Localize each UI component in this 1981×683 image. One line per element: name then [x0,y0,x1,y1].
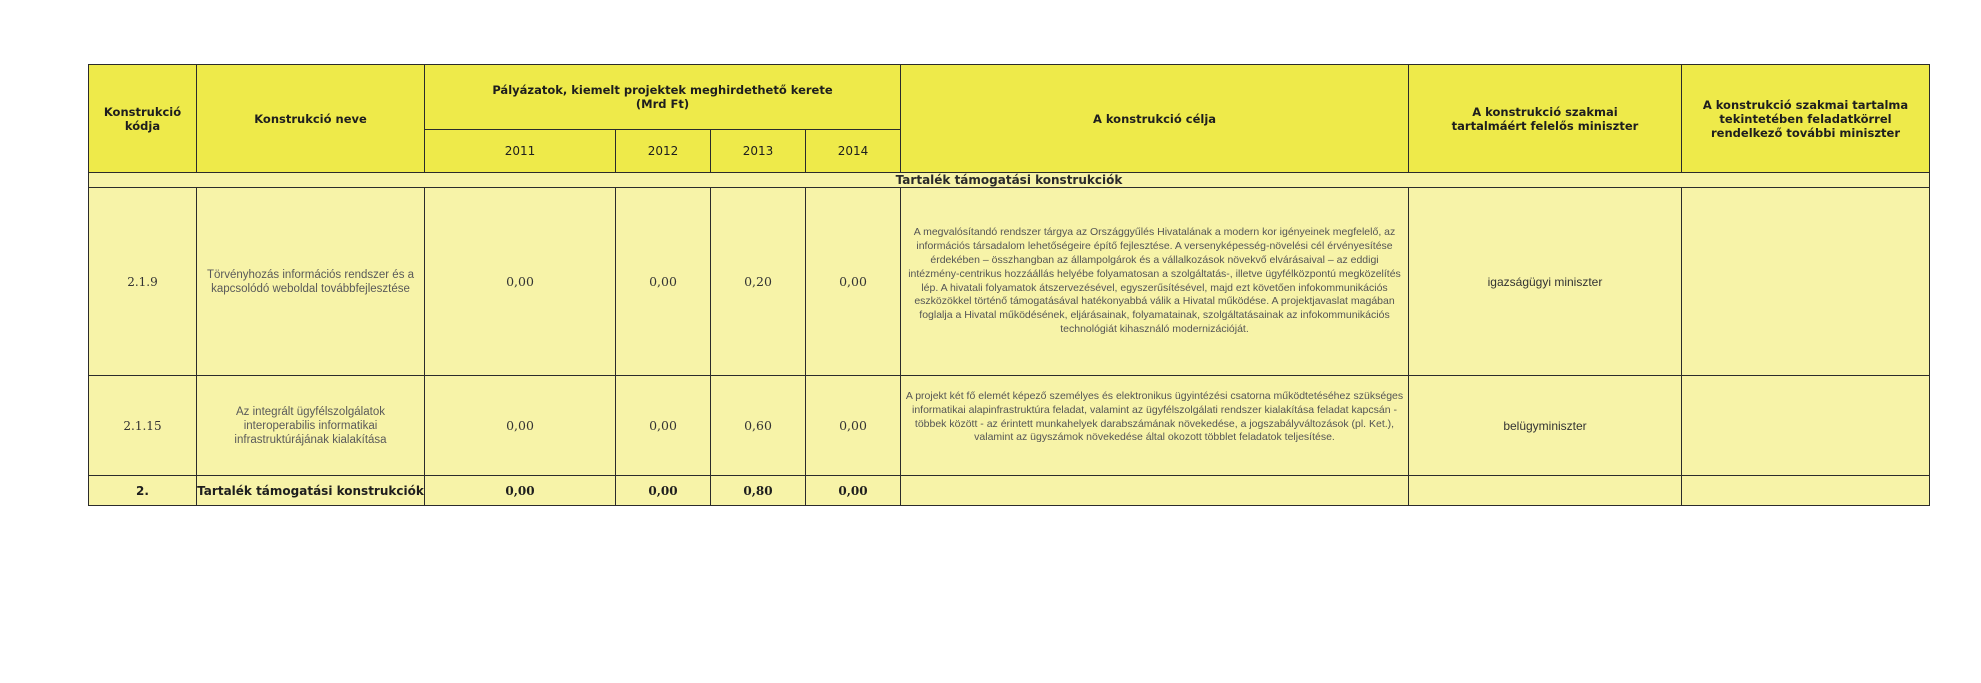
total-name: Tartalék támogatási konstrukciók [197,476,425,506]
header-year-2013: 2013 [711,130,806,173]
header-year-2011: 2011 [425,130,616,173]
row-name [197,188,425,376]
constructions-table [88,64,1930,506]
total-code: 2. [89,476,197,506]
header-other-minister [1682,65,1930,173]
row-goal: A projekt két fő elemét képező személyes és elektronikus ügyintézési csatorna működtetéséhez szükséges informatikai alapinfrastruktúra feladat, valamint az ügyfélszolgálati rendszer kialakítása feladat kapcsán - többek között - az érintett munkahelyek darabszámának növekedése, a jogszabályváltozások (pl. Ket.), valamint az ügyszámok növekedése által okozott többlet feladatok teljesítése. [901,376,1409,476]
row-minister: igazságügyi miniszter [1409,188,1682,376]
row-code: 2.1.9 [89,188,197,376]
total-goal [901,476,1409,506]
row-value-2014: 0,00 [806,188,901,376]
section-row [89,173,1930,188]
total-row [89,476,1930,506]
total-value-2011: 0,00 [425,476,616,506]
header-minister [1409,65,1682,173]
row-value-2014: 0,00 [806,376,901,476]
row-value-2013: 0,20 [711,188,806,376]
total-value-2014: 0,00 [806,476,901,506]
total-other-minister [1682,476,1930,506]
row-name-text: Az integrált ügyfélszolgálatok interoperabilis informatikai infrastruktúrájának kialakítása [234,405,387,446]
row-name [197,376,425,476]
header-budget-text: Pályázatok, kiemelt projektek meghirdethető kerete (Mrd Ft) [492,83,833,111]
row-value-2013: 0,60 [711,376,806,476]
table-row [89,188,1930,376]
row-value-2012: 0,00 [616,188,711,376]
header-other-minister-text: A konstrukció szakmai tartalma tekintetében feladatkörrel rendelkező további miniszter [1702,97,1909,140]
header-budget [425,65,901,130]
total-minister [1409,476,1682,506]
header-year-2012: 2012 [616,130,711,173]
row-value-2011: 0,00 [425,376,616,476]
header-name: Konstrukció neve [197,65,425,173]
header-year-2014: 2014 [806,130,901,173]
row-goal: A megvalósítandó rendszer tárgya az Országgyűlés Hivatalának a modern kor igényeinek megfelelő, az információs társadalom lehetőségeire építő fejlesztése. A versenyképesség-növelési cél érvényesítése érdekében – összhangban az állampolgárok és a vállalkozások növekvő elvárásaival – az eddigi intézmény-centrikus hozzáállás helyébe folyamatosan a szolgáltatás-, illetve ügyfélközpontú megközelítés lép. A hivatali folyamatok átszervezésével, egyszerűsítésével, majd ezt követően infokommunikációs eszközökkel történő támogatásával hatékonyabbá válik a Hivatal működése. A projektjavaslat magában foglalja a Hivatal működésének, eljárásainak, folyamatainak, szolgáltatásainak az infokommunikációs technológiát kihasználó modernizációját. [901,188,1409,376]
header-code: Konstrukció kódja [89,65,197,173]
row-other-minister [1682,376,1930,476]
row-code: 2.1.15 [89,376,197,476]
header-row [89,65,1930,130]
row-other-minister [1682,188,1930,376]
row-value-2012: 0,00 [616,376,711,476]
table-row [89,376,1930,476]
row-minister: belügyminiszter [1409,376,1682,476]
header-goal: A konstrukció célja [901,65,1409,173]
total-value-2013: 0,80 [711,476,806,506]
total-value-2012: 0,00 [616,476,711,506]
row-name-text: Törvényhozás információs rendszer és a kapcsolódó weboldal továbbfejlesztése [206,268,415,295]
section-title: Tartalék támogatási konstrukciók [89,173,1930,188]
row-value-2011: 0,00 [425,188,616,376]
header-minister-text: A konstrukció szakmai tartalmáért felelős miniszter [1451,104,1639,133]
